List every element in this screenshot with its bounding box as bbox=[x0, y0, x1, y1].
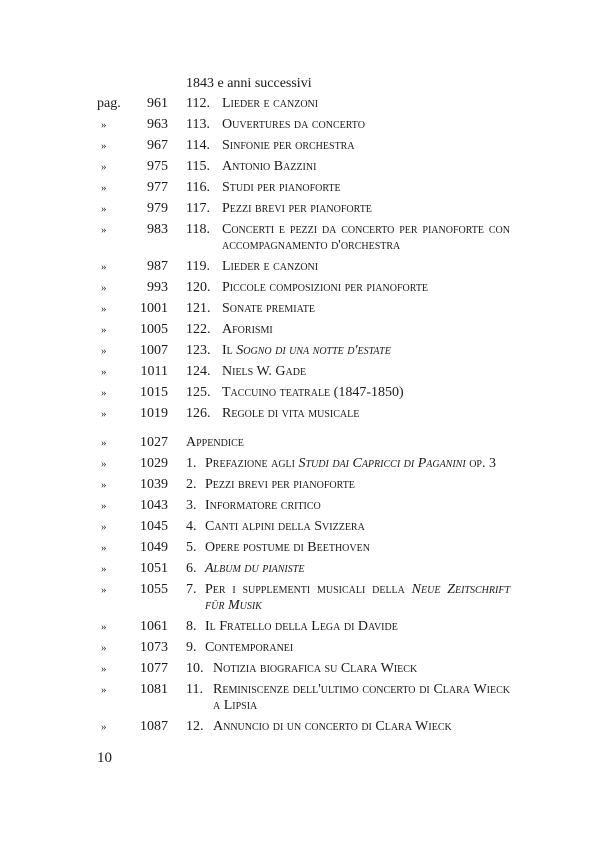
entry-title-italic: Album du pianiste bbox=[205, 561, 305, 576]
entry-title-italic: Sogno di una notte d'estate bbox=[236, 343, 391, 358]
entry-title-italic: Studi dai Capricci di Paganini bbox=[298, 456, 466, 471]
entry-number: 117. bbox=[186, 201, 210, 216]
ditto-mark: » bbox=[101, 261, 107, 273]
entry-title: Canti alpini della Svizzera bbox=[205, 519, 365, 534]
entry-title: Pezzi brevi per pianoforte bbox=[205, 477, 355, 492]
entry-page-number: 1027 bbox=[140, 435, 168, 450]
entry-title: Pezzi brevi per pianoforte bbox=[222, 201, 372, 216]
entry-number: 11. bbox=[186, 682, 203, 697]
ditto-mark: » bbox=[101, 408, 107, 420]
entry-title: Annuncio di un concerto di Clara Wieck bbox=[213, 719, 452, 734]
entry-number: 120. bbox=[186, 280, 211, 295]
section-title: 1843 e anni successivi bbox=[186, 76, 312, 91]
entry-title bbox=[222, 343, 510, 359]
entry-title: Piccole composizioni per pianoforte bbox=[222, 280, 429, 295]
entry-number: 7. bbox=[186, 582, 197, 597]
ditto-mark: » bbox=[101, 324, 107, 336]
ditto-mark: » bbox=[101, 303, 107, 315]
entry-title: Ouvertures da concerto bbox=[222, 117, 365, 132]
entry-number: 12. bbox=[186, 719, 204, 734]
entry-number: 112. bbox=[186, 96, 210, 111]
entry-title: Sinfonie per orchestra bbox=[222, 138, 355, 153]
entry-page-number: 1043 bbox=[140, 498, 168, 513]
entry-title: Studi per pianoforte bbox=[222, 180, 341, 195]
ditto-mark: » bbox=[101, 521, 107, 533]
entry-number: 119. bbox=[186, 259, 210, 274]
ditto-mark: » bbox=[101, 161, 107, 173]
entry-page-number: 1007 bbox=[140, 343, 168, 358]
ditto-mark: » bbox=[101, 500, 107, 512]
entry-page-number: 1087 bbox=[140, 719, 168, 734]
entry-page-number: 977 bbox=[147, 180, 168, 195]
entry-title: Concerti e pezzi da concerto per pianoforte con accompagnamento d'orchestra bbox=[222, 222, 510, 253]
entry-page-number: 967 bbox=[147, 138, 168, 153]
entry-number: 115. bbox=[186, 159, 210, 174]
entry-page-number: 1077 bbox=[140, 661, 168, 676]
entry-page-number: 1019 bbox=[140, 406, 168, 421]
ditto-mark: » bbox=[101, 479, 107, 491]
entry-number: 125. bbox=[186, 385, 211, 400]
entry-title: Contemporanei bbox=[205, 640, 294, 655]
entry-page-number: 1061 bbox=[140, 619, 168, 634]
ditto-mark: » bbox=[101, 224, 107, 236]
entry-title: Antonio Bazzini bbox=[222, 159, 317, 174]
entry-page-number: 983 bbox=[147, 222, 168, 237]
ditto-mark: » bbox=[101, 345, 107, 357]
entry-number: 2. bbox=[186, 477, 197, 492]
entry-number: 124. bbox=[186, 364, 211, 379]
ditto-mark: » bbox=[101, 458, 107, 470]
entry-number: 121. bbox=[186, 301, 211, 316]
entry-number: 113. bbox=[186, 117, 210, 132]
ditto-mark: » bbox=[101, 387, 107, 399]
entry-page-number: 961 bbox=[147, 96, 168, 111]
entry-page-number: 1005 bbox=[140, 322, 168, 337]
ditto-mark: » bbox=[101, 542, 107, 554]
entry-title: Il Fratello della Lega di Davide bbox=[205, 619, 398, 634]
entry-number: 1. bbox=[186, 456, 197, 471]
entry-title: Niels W. Gade bbox=[222, 364, 307, 379]
entry-title: Sonate premiate bbox=[222, 301, 315, 316]
entry-page-number: 1001 bbox=[140, 301, 168, 316]
page-label: pag. bbox=[97, 96, 121, 111]
entry-number: 116. bbox=[186, 180, 210, 195]
entry-page-number: 1015 bbox=[140, 385, 168, 400]
entry-title: Opere postume di Beethoven bbox=[205, 540, 370, 555]
entry-page-number: 1081 bbox=[140, 682, 168, 697]
entry-title: Regole di vita musicale bbox=[222, 406, 360, 421]
entry-number: 118. bbox=[186, 222, 210, 237]
entry-title: Aforismi bbox=[222, 322, 273, 337]
ditto-mark: » bbox=[101, 563, 107, 575]
entry-page-number: 1049 bbox=[140, 540, 168, 555]
entry-title-text: Il bbox=[222, 343, 237, 358]
entry-page-number: 1039 bbox=[140, 477, 168, 492]
ditto-mark: » bbox=[101, 182, 107, 194]
entry-number: 123. bbox=[186, 343, 211, 358]
entry-title: Lieder e canzoni bbox=[222, 96, 319, 111]
ditto-mark: » bbox=[101, 721, 107, 733]
ditto-mark: » bbox=[101, 366, 107, 378]
ditto-mark: » bbox=[101, 663, 107, 675]
entry-title-text: op. 3 bbox=[465, 456, 496, 471]
entry-number: 10. bbox=[186, 661, 204, 676]
entry-title bbox=[205, 582, 510, 614]
entry-title bbox=[205, 456, 510, 472]
entry-number: 3. bbox=[186, 498, 197, 513]
ditto-mark: » bbox=[101, 437, 107, 449]
entry-title: Informatore critico bbox=[205, 498, 321, 513]
entry-number: 9. bbox=[186, 640, 197, 655]
entry-title-text: Per i supplementi musicali della bbox=[205, 582, 412, 597]
entry-number: 114. bbox=[186, 138, 210, 153]
ditto-mark: » bbox=[101, 282, 107, 294]
entry-title bbox=[205, 561, 510, 577]
ditto-mark: » bbox=[101, 621, 107, 633]
entry-page-number: 1029 bbox=[140, 456, 168, 471]
page-number: 10 bbox=[97, 750, 112, 766]
entry-number: 8. bbox=[186, 619, 197, 634]
entry-title-italic: Neue Zeitschrift für Musik bbox=[205, 582, 511, 613]
entry-number: 5. bbox=[186, 540, 197, 555]
entry-title-text: Prefazione agli bbox=[205, 456, 299, 471]
entry-page-number: 1055 bbox=[140, 582, 168, 597]
ditto-mark: » bbox=[101, 119, 107, 131]
entry-title: Reminiscenze dell'ultimo concerto di Clara Wieck a Lipsia bbox=[213, 682, 510, 713]
ditto-mark: » bbox=[101, 203, 107, 215]
entry-number: 6. bbox=[186, 561, 197, 576]
ditto-mark: » bbox=[101, 684, 107, 696]
entry-number: 4. bbox=[186, 519, 197, 534]
entry-number: 122. bbox=[186, 322, 211, 337]
entry-page-number: 975 bbox=[147, 159, 168, 174]
entry-page-number: 1045 bbox=[140, 519, 168, 534]
entry-title: Notizia biografica su Clara Wieck bbox=[213, 661, 418, 676]
ditto-mark: » bbox=[101, 140, 107, 152]
entry-title: Taccuino teatrale (1847-1850) bbox=[222, 385, 404, 400]
entry-page-number: 963 bbox=[147, 117, 168, 132]
ditto-mark: » bbox=[101, 642, 107, 654]
entry-number: 126. bbox=[186, 406, 211, 421]
entry-page-number: 1051 bbox=[140, 561, 168, 576]
entry-page-number: 979 bbox=[147, 201, 168, 216]
entry-page-number: 987 bbox=[147, 259, 168, 274]
entry-page-number: 1011 bbox=[140, 364, 168, 379]
ditto-mark: » bbox=[101, 584, 107, 596]
entry-page-number: 1073 bbox=[140, 640, 168, 655]
entry-title: Appendice bbox=[186, 435, 244, 450]
entry-title: Lieder e canzoni bbox=[222, 259, 319, 274]
entry-page-number: 993 bbox=[147, 280, 168, 295]
